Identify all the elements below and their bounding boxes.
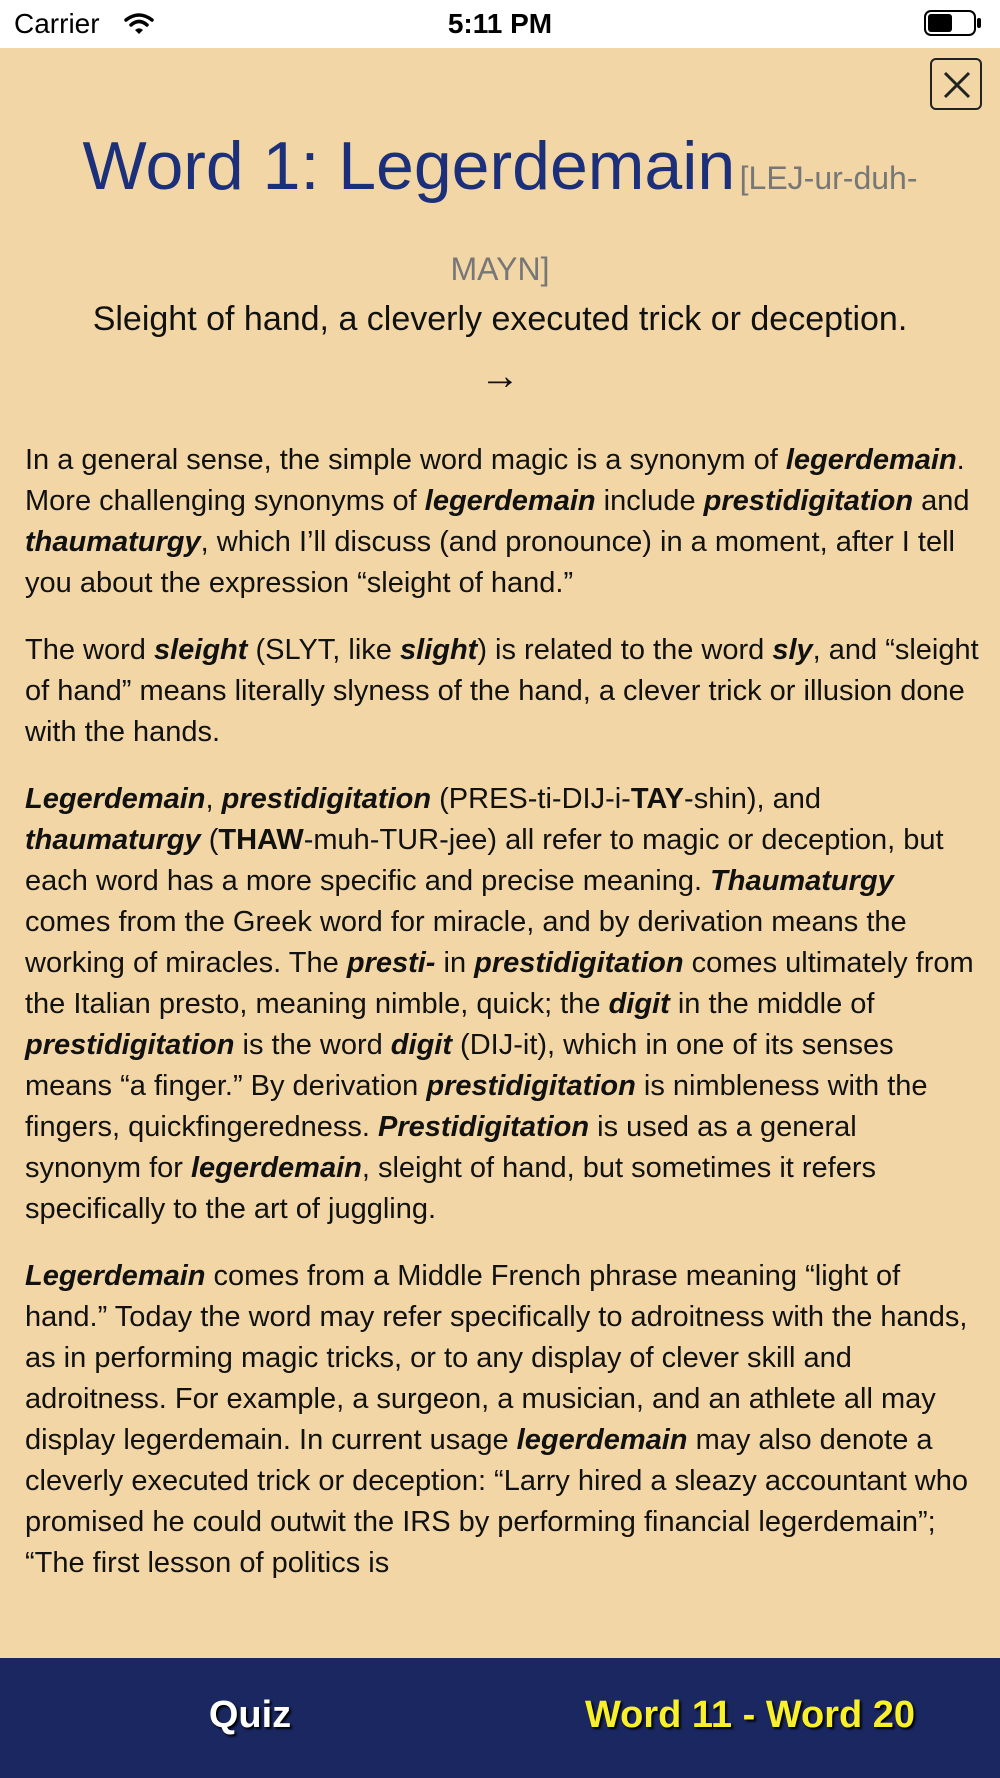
article-body bbox=[25, 440, 980, 1610]
keyword: prestidigitation bbox=[426, 1070, 636, 1102]
keyword: prestidigitation bbox=[221, 783, 432, 815]
arrow-right-icon: → bbox=[480, 354, 520, 398]
text: and bbox=[913, 485, 970, 517]
text: comes ultimately from the Italian presto, meaning nimble, quick; the bbox=[25, 947, 974, 1020]
pronunciation: [LEJ-ur-duh-MAYN] bbox=[450, 160, 918, 287]
status-bar bbox=[0, 0, 1000, 48]
word-header bbox=[40, 124, 960, 318]
text: The word bbox=[25, 634, 154, 666]
text: is the word bbox=[234, 1029, 391, 1061]
keyword: sleight bbox=[153, 634, 248, 666]
keyword: Legerdemain bbox=[25, 1260, 206, 1292]
next-range-button[interactable]: Word 11 - Word 20 bbox=[584, 1694, 916, 1736]
text: -shin), and bbox=[684, 783, 822, 815]
paragraph-1 bbox=[25, 440, 980, 604]
text: comes from a Middle French phrase meaning “light of hand.” Today the word may refer specifically to adroitness with the hands, as in performing magic tricks, or to any display of clever skill and adroitness. For example, a surgeon, a musician, and an athlete all may display legerdemain. In current usage bbox=[25, 1260, 968, 1456]
keyword: thaumaturgy bbox=[25, 526, 201, 558]
text: is nimbleness with the fingers, quickfingeredness. bbox=[25, 1070, 928, 1143]
text: , bbox=[205, 783, 222, 815]
text: (PRES-ti-DIJ-i- bbox=[431, 783, 631, 815]
keyword: legerdemain bbox=[424, 485, 596, 517]
text: , and “sleight of hand” means literally slyness of the hand, a clever trick or illusion done with the hands. bbox=[25, 634, 979, 748]
keyword: legerdemain bbox=[191, 1152, 362, 1184]
text: in bbox=[435, 947, 475, 979]
bottom-toolbar bbox=[0, 1658, 1000, 1778]
keyword: slight bbox=[399, 634, 478, 666]
text: (DIJ-it), which in one of its senses means “a finger.” By derivation bbox=[25, 1029, 894, 1102]
text: ) is related to the word bbox=[477, 634, 773, 666]
definition: Sleight of hand, a cleverly executed trick or deception. bbox=[92, 300, 908, 338]
battery-icon bbox=[924, 10, 982, 36]
text: comes from the Greek word for miracle, and by derivation means the working of miracles. The bbox=[25, 906, 907, 979]
quiz-button[interactable]: Quiz bbox=[208, 1694, 292, 1736]
clock: 5:11 PM bbox=[447, 8, 553, 39]
stress-syllable: TAY bbox=[630, 783, 685, 815]
text: ( bbox=[200, 824, 219, 856]
keyword: Prestidigitation bbox=[378, 1111, 590, 1143]
text: -muh-TUR-jee) all refer to magic or deception, but each word has a more specific and precise meaning. bbox=[25, 824, 944, 897]
keyword: Legerdemain bbox=[25, 783, 206, 815]
text: may also denote a cleverly executed trick or deception: “Larry hired a sleazy accountant who promised he could outwit the IRS by performing financial legerdemain”; “The first lesson of politics is bbox=[25, 1424, 968, 1579]
text: in the middle of bbox=[669, 988, 875, 1020]
keyword: digit bbox=[608, 988, 670, 1020]
paragraph-3 bbox=[25, 779, 980, 1230]
carrier-label: Carrier bbox=[14, 8, 100, 39]
paragraph-4 bbox=[25, 1256, 980, 1584]
text: , which I’ll discuss (and pronounce) in a moment, after I tell you about the expression “sleight of hand.” bbox=[25, 526, 955, 599]
keyword: presti- bbox=[346, 947, 436, 979]
text: is used as a general synonym for bbox=[25, 1111, 857, 1184]
text: , sleight of hand, but sometimes it refers specifically to the art of juggling. bbox=[25, 1152, 877, 1225]
text: . More challenging synonyms of bbox=[25, 444, 965, 517]
keyword: sly bbox=[772, 634, 813, 666]
keyword: thaumaturgy bbox=[25, 824, 201, 856]
keyword: prestidigitation bbox=[25, 1029, 235, 1061]
text: (SLYT, like bbox=[247, 634, 400, 666]
keyword: legerdemain bbox=[516, 1424, 688, 1456]
paragraph-2 bbox=[25, 630, 980, 753]
keyword: prestidigitation bbox=[474, 947, 684, 979]
word-content[interactable] bbox=[0, 48, 1000, 1658]
text: In a general sense, the simple word magic is a synonym of bbox=[25, 444, 786, 476]
keyword: legerdemain bbox=[785, 444, 957, 476]
word-title: Word 1: Legerdemain bbox=[82, 128, 736, 204]
text: include bbox=[595, 485, 704, 517]
keyword: digit bbox=[390, 1029, 452, 1061]
keyword: prestidigitation bbox=[703, 485, 914, 517]
stress-syllable: THAW bbox=[218, 824, 304, 856]
keyword: Thaumaturgy bbox=[710, 865, 894, 897]
